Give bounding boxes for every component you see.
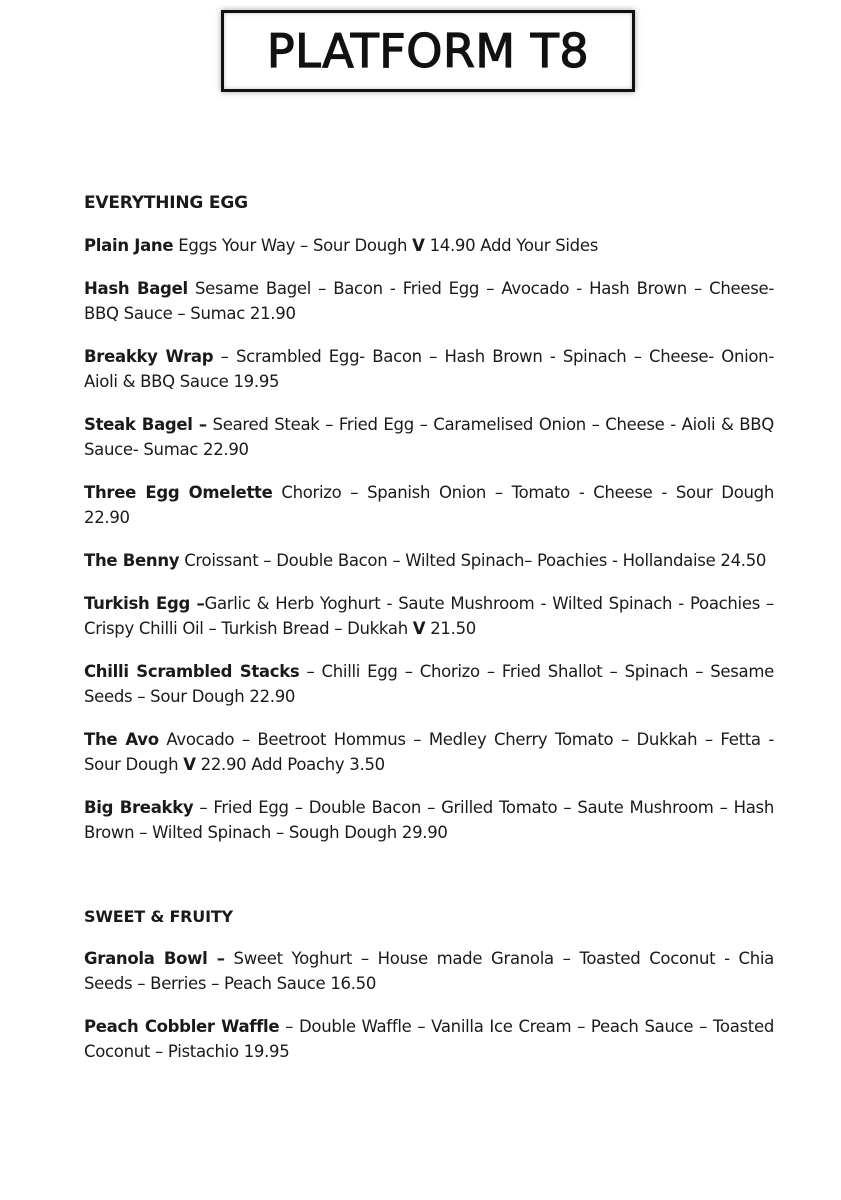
item-description: Eggs Your Way – Sour Dough (173, 236, 413, 255)
menu-item (84, 233, 774, 258)
section-title: EVERYTHING EGG (84, 193, 248, 213)
item-price-note: 21.50 (425, 619, 476, 638)
item-price-note: 22.90 Add Poachy 3.50 (195, 755, 385, 774)
menu-item (84, 344, 774, 394)
menu-item (84, 591, 774, 641)
item-description: – Chilli Egg – Chorizo – Fried Shallot – Spinach – Sesame Seeds – Sour Dough 22.90 (84, 662, 774, 706)
item-description: Seared Steak – Fried Egg – Caramelised Onion – Cheese - Aioli & BBQ Sauce- Sumac 22.90 (84, 415, 774, 459)
logo (221, 10, 635, 92)
item-name: Chilli Scrambled Stacks (84, 662, 300, 681)
item-description: Sesame Bagel – Bacon - Fried Egg – Avocado - Hash Brown – Cheese- BBQ Sauce – Sumac 21.90 (84, 279, 774, 323)
menu-item (84, 412, 774, 462)
menu-item (84, 795, 774, 845)
section-sweet-fruity (84, 907, 774, 1064)
menu-item (84, 480, 774, 530)
item-name: Turkish Egg – (84, 594, 205, 613)
vegetarian-marker: V (412, 236, 425, 255)
section-everything-egg (84, 193, 774, 845)
menu-items (84, 946, 774, 1064)
section-title: SWEET & FRUITY (84, 907, 233, 926)
item-name: Steak Bagel – (84, 415, 207, 434)
menu-item (84, 727, 774, 777)
item-name: The Avo (84, 730, 159, 749)
menu-item (84, 276, 774, 326)
item-name: Hash Bagel (84, 279, 188, 298)
vegetarian-marker: V (412, 619, 426, 638)
menu-content (84, 193, 774, 1082)
item-name: Peach Cobbler Waffle (84, 1017, 280, 1036)
item-name: Three Egg Omelette (84, 483, 273, 502)
item-name: The Benny (84, 551, 180, 570)
item-description: Chorizo – Spanish Onion – Tomato - Cheese - Sour Dough 22.90 (84, 483, 774, 527)
menu-items (84, 233, 774, 845)
item-name: Breakky Wrap (84, 347, 214, 366)
item-description: Croissant – Double Bacon – Wilted Spinach– Poachies - Hollandaise 24.50 (179, 551, 767, 570)
menu-item (84, 946, 774, 996)
item-price-note: 14.90 Add Your Sides (424, 236, 599, 255)
section-divider (84, 863, 774, 907)
menu-item (84, 659, 774, 709)
item-description: – Scrambled Egg- Bacon – Hash Brown - Spinach – Cheese- Onion- Aioli & BBQ Sauce 19.95 (84, 347, 774, 391)
item-name: Plain Jane (84, 236, 174, 255)
item-description: Avocado – Beetroot Hommus – Medley Cherry Tomato – Dukkah – Fetta - Sour Dough (84, 730, 774, 774)
item-name: Big Breakky (84, 798, 194, 817)
vegetarian-marker: V (183, 755, 196, 774)
menu-item (84, 1014, 774, 1064)
logo-text: PLATFORM T8 (266, 24, 590, 78)
item-description: Garlic & Herb Yoghurt - Saute Mushroom - Wilted Spinach - Poachies – Crispy Chilli Oil – Turkish Bread – Dukkah (84, 594, 774, 638)
item-name: Granola Bowl – (84, 949, 225, 968)
menu-item (84, 548, 774, 573)
item-description: – Fried Egg – Double Bacon – Grilled Tomato – Saute Mushroom – Hash Brown – Wilted Spinach – Sough Dough 29.90 (84, 798, 774, 842)
item-description: Sweet Yoghurt – House made Granola – Toasted Coconut - Chia Seeds – Berries – Peach Sauce 16.50 (84, 949, 774, 993)
item-description: – Double Waffle – Vanilla Ice Cream – Peach Sauce – Toasted Coconut – Pistachio 19.95 (84, 1017, 774, 1061)
